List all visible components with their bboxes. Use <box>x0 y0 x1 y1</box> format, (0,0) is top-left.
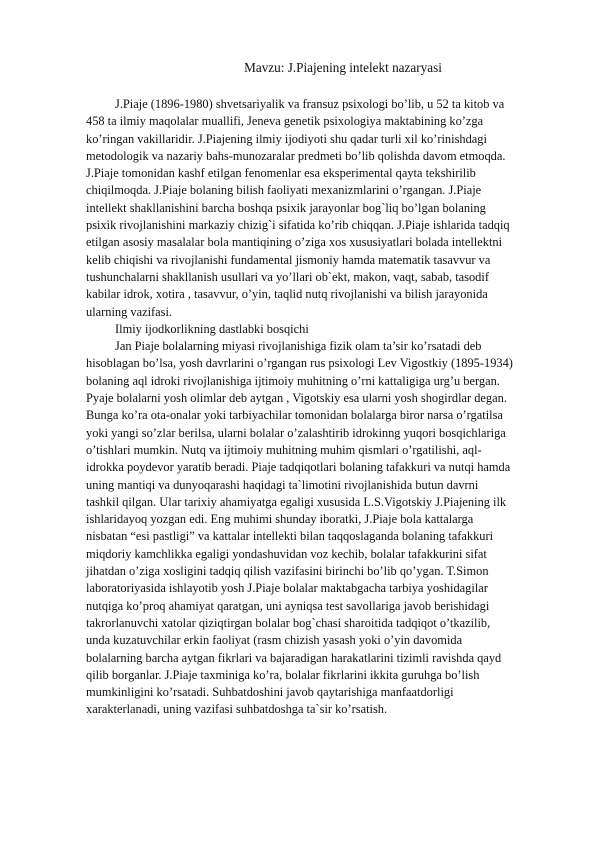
document-title: Mavzu: J.Piajening intelekt nazaryasi <box>244 60 442 75</box>
paragraph: J.Piaje (1896-1980) shvetsariyalik va fransuz psixologi bo’lib, u 52 ta kitob va 458 ta ilmiy maqolalar muallifi, Jeneva genetik psixologiya maktabining ko’zga ko’ringan vakillaridir. J.Piajening ilmiy ijodiyoti shu qadar turli xil ko’rinishdagi metodologik va nazariy bahs-munozaralar predmeti bo’lib qolishda davom etmoqda. J.Piaje tomonidan kashf etilgan fenomenlar esa eksperimental qayta tekshirilib chiqilmoqda. J.Piaje bolaning bilish faoliyati mexanizmlarini o’rgangan. J.Piaje intellekt shakllanishini barcha boshqa psixik jarayonlar bog`liq bo’lgan bolaning psixik rivojlanishini markaziy chizig`i sifatida ko’rib chiqqan. J.Piaje ishlarida tadqiq etilgan asosiy masalalar bola mantiqining o’ziga xos xususiyatlari bolada intellektni kelib chiqishi va rivojlanishi fundamental jismoniy hamda matematik tasavvur va tushunchalarni shakllanish usullari va yo’llari ob`ekt, makon, vaqt, sabab, tasodif kabilar idrok, xotira , tasavvur, o’yin, taqlid nutq rivojlanishi va bilish jarayonida ularning vazifasi. <box>86 97 510 319</box>
section-heading: Ilmiy ijodkorlikning dastlabki bosqichi <box>115 321 309 336</box>
paragraph: Jan Piaje bolalarning miyasi rivojlanishiga fizik olam ta’sir ko’rsatadi deb hisoblagan bo’lsa, yosh davrlarini o’rgangan rus psixologi Lev Vigostkiy (1895-1934) bolaning aql idroki rivojlanishiga ijtimoiy muhitning o’rni kattaligiga urg’u bergan. Pyaje bolalarni yosh olimlar deb aytgan , Vigotskiy esa ularni yosh shogirdlar degan. Bunga ko’ra ota-onalar yoki tarbiyachilar tomonidan bolalarga biror narsa o’rgatilsa yoki yangi so’zlar berilsa, ularni bolalar o’zalashtirib idrokinng yuqori bosqichlariga o’tishlari mumkin. Nutq va ijtimoiy muhitning muhim qismlari o’rgatilishi, aql-idrokka poydevor yaratib beradi. Piaje tadqiqotlari bolaning tafakkuri va nutqi hamda uning mantiqi va dunyoqarashi haqidagi ta`limotini rivojlanishida butun davrni tashkil qilgan. Ular tarixiy ahamiyatga egaligi xususida L.S.Vigotskiy J.Piajening ilk ishlaridayoq yozgan edi. Eng muhimi shunday iboratki, J.Piaje bola kattalarga nisbatan “esi pastligi” va kattalar intellekti bilan taqqoslaganda bolaning tafakkuri miqdoriy kamchlikka egaligi yondashuvidan voz kechib, bolalar tafakkurini sifat jihatdan o’ziga xosligini tadqiq qilish vazifasini birinchi bo’lib qo’ygan. T.Simon laboratoriyasida ishlayotib yosh J.Piaje bolalar maktabgacha tarbiya yoshidagilar nutqiga ko’proq ahamiyat qaratgan, uni ayniqsa test savollariga javob berishidagi takrorlanuvchi xatolar qiziqtirgan bolalar bog`chasi sharoitida tadqiqot o’tkazilib, unda kuzatuvchilar erkin faoliyat (rasm chizish yasash yoki o’yin davomida bolalarning barcha aytgan fikrlari va bajaradigan harakatlarini tizimli ravishda qayd qilib borganlar. J.Piaje taxminiga ko’ra, bolalar fikrlarini ikkita guruhga bo’lish mumkinligini ko’rsatadi. Suhbatdoshini javob qaytarishiga manfaatdorligi xarakterlanadi, uning vazifasi suhbatdoshga ta`sir ko’rsatish. <box>86 339 513 717</box>
document-body <box>86 96 514 719</box>
